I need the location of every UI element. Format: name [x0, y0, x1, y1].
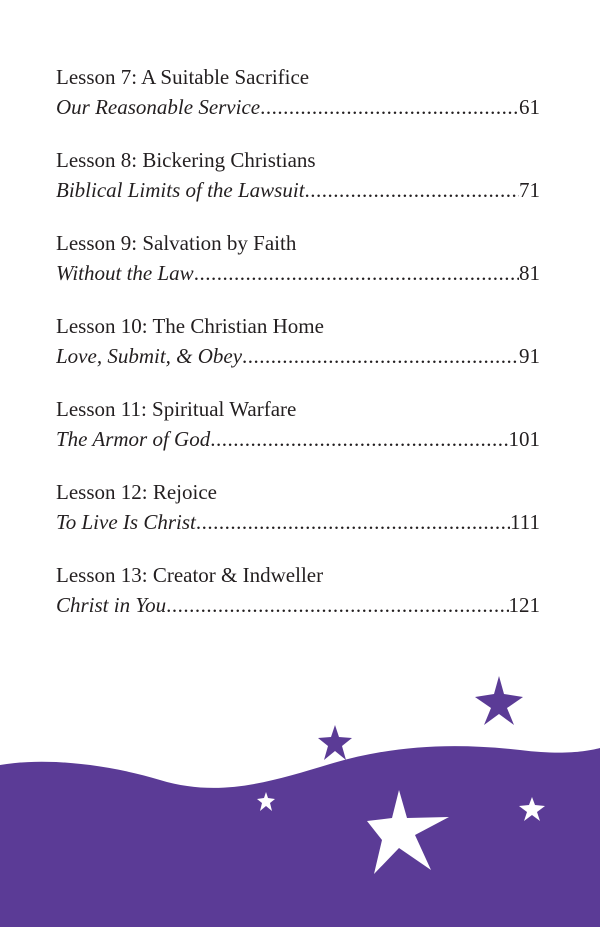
table-of-contents: [56, 62, 540, 643]
lesson-title: Lesson 11: Spiritual Warfare: [56, 397, 297, 421]
lesson-subtitle: Biblical Limits of the Lawsuit: [56, 178, 305, 202]
toc-subtitle-row: [56, 590, 540, 620]
toc-entry-lesson-8: [56, 145, 540, 228]
toc-subtitle-row: [56, 92, 540, 122]
dot-leader: [210, 424, 508, 454]
lesson-title: Lesson 7: A Suitable Sacrifice: [56, 65, 310, 89]
toc-entry-lesson-11: [56, 394, 540, 477]
lesson-title: Lesson 8: Bickering Christians: [56, 148, 316, 172]
toc-subtitle-row: [56, 258, 540, 288]
toc-entry-lesson-10: [56, 311, 540, 394]
lesson-subtitle: Love, Submit, & Obey: [56, 344, 243, 368]
purple-wave: [0, 746, 600, 927]
page-number: 91: [519, 344, 540, 368]
toc-entry-lesson-9: [56, 228, 540, 311]
lesson-subtitle: The Armor of God: [56, 427, 211, 451]
toc-entry-lesson-12: [56, 477, 540, 560]
dot-leader: [194, 258, 519, 288]
decorative-wave-footer: [0, 640, 600, 927]
page-number: 121: [508, 593, 540, 617]
toc-entry-lesson-13: [56, 560, 540, 643]
star-icon: [318, 725, 352, 760]
dot-leader: [166, 590, 508, 620]
dot-leader: [196, 507, 510, 537]
page-number: 71: [519, 178, 540, 202]
toc-subtitle-row: [56, 175, 540, 205]
page-number: 111: [510, 510, 540, 534]
lesson-subtitle: To Live Is Christ: [56, 510, 196, 534]
toc-entry-lesson-7: [56, 62, 540, 145]
lesson-subtitle: Our Reasonable Service: [56, 95, 261, 119]
dot-leader: [260, 92, 519, 122]
toc-subtitle-row: [56, 507, 540, 537]
lesson-subtitle: Without the Law: [56, 261, 194, 285]
lesson-subtitle: Christ in You: [56, 593, 167, 617]
lesson-title: Lesson 10: The Christian Home: [56, 314, 324, 338]
page-number: 61: [519, 95, 540, 119]
page-number: 81: [519, 261, 540, 285]
dot-leader: [242, 341, 519, 371]
toc-subtitle-row: [56, 424, 540, 454]
star-icon: [475, 676, 523, 725]
page-number: 101: [508, 427, 540, 451]
lesson-title: Lesson 13: Creator & Indweller: [56, 563, 324, 587]
lesson-title: Lesson 9: Salvation by Faith: [56, 231, 297, 255]
lesson-title: Lesson 12: Rejoice: [56, 480, 217, 504]
dot-leader: [305, 175, 519, 205]
toc-subtitle-row: [56, 341, 540, 371]
